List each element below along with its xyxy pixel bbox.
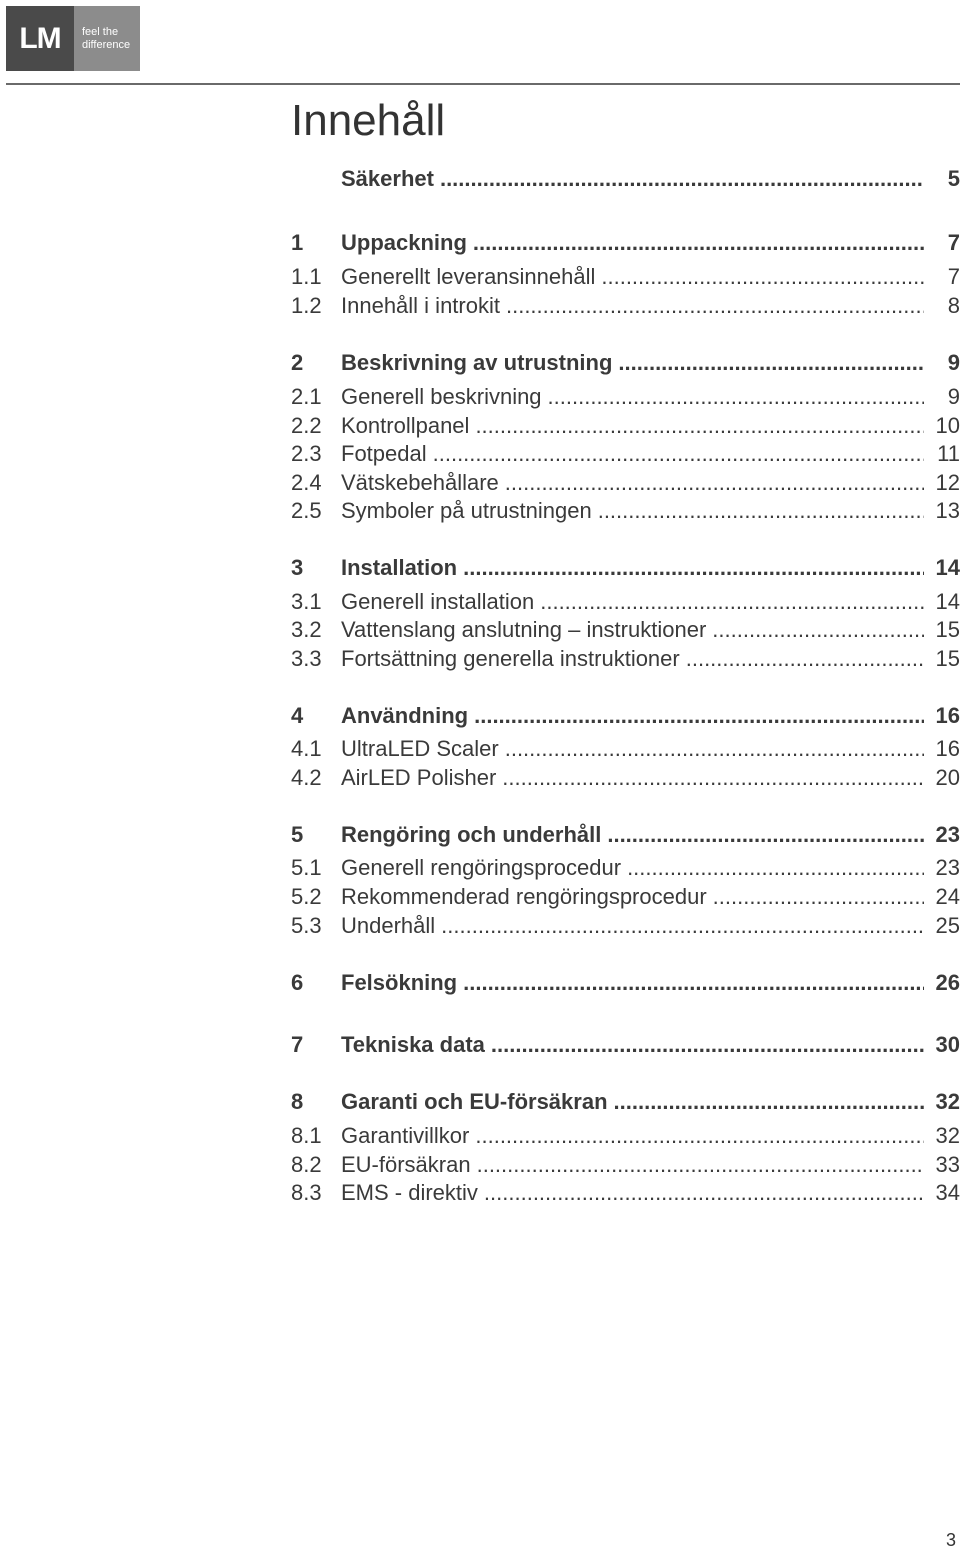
toc-dot-leader [540, 587, 924, 617]
toc-entry-page: 34 [935, 1180, 960, 1205]
toc-entry-page: 30 [935, 1032, 960, 1057]
toc-dot-leader [441, 911, 924, 941]
toc-entry-page: 12 [935, 470, 960, 495]
toc-entry[interactable] [291, 644, 960, 674]
toc-entry[interactable] [291, 1178, 960, 1208]
toc-entry-number: 2.5 [291, 498, 322, 523]
toc-entry[interactable] [291, 1087, 960, 1117]
toc-dot-leader [712, 615, 924, 645]
toc-entry-title: Rengöring och underhåll [341, 822, 602, 847]
toc-entry-title: Garanti och EU-försäkran [341, 1089, 608, 1114]
toc-entry-title: Tekniska data [341, 1032, 485, 1057]
toc-entry-page: 20 [935, 765, 960, 790]
toc-entry-page: 13 [935, 498, 960, 523]
toc-entry-title: Generell rengöringsprocedur [341, 855, 622, 880]
toc-entry[interactable] [291, 853, 960, 883]
toc-entry[interactable] [291, 291, 960, 321]
toc-dot-leader [463, 968, 924, 998]
toc-entry-number: 3.1 [291, 589, 322, 614]
toc-entry-title: Installation [341, 555, 458, 580]
toc-entry-number: 5.2 [291, 884, 322, 909]
toc-entry-number: 2.1 [291, 384, 322, 409]
toc-entry-page: 8 [947, 293, 960, 318]
toc-entry-number: 1.1 [291, 264, 322, 289]
toc-entry-number: 1.2 [291, 293, 322, 318]
toc-entry-number: 8.1 [291, 1123, 322, 1148]
toc-entry-number: 2.3 [291, 441, 322, 466]
toc-dot-leader [627, 853, 924, 883]
toc-dot-leader [433, 439, 924, 469]
toc-entry-page: 33 [935, 1152, 960, 1177]
toc-entry-page: 9 [947, 350, 960, 375]
toc-entry-number: 8.2 [291, 1152, 322, 1177]
toc-entry-title: Säkerhet [341, 166, 434, 191]
toc-entry[interactable] [291, 968, 960, 998]
toc-entry[interactable] [291, 348, 960, 378]
toc-dot-leader [475, 1121, 924, 1151]
toc-entry-title: Användning [341, 703, 469, 728]
toc-entry[interactable] [291, 734, 960, 764]
toc-entry-number: 3 [291, 555, 304, 580]
toc-dot-leader [491, 1030, 924, 1060]
toc-entry-number: 2 [291, 350, 304, 375]
toc-entry-number: 8.3 [291, 1180, 322, 1205]
logo-mark: LM [6, 6, 74, 71]
toc-entry-page: 5 [947, 166, 960, 191]
toc-entry-page: 15 [935, 646, 960, 671]
toc-dot-leader [474, 701, 924, 731]
toc-entry[interactable] [291, 553, 960, 583]
toc-entry-title: Generell installation [341, 589, 535, 614]
toc-entry-title: Kontrollpanel [341, 413, 470, 438]
toc-entry-title: Innehåll i introkit [341, 293, 500, 318]
toc-dot-leader [502, 763, 924, 793]
page-number: 3 [945, 1530, 956, 1550]
toc-entry[interactable] [291, 164, 960, 194]
toc-entry[interactable] [291, 411, 960, 441]
toc-dot-leader [505, 734, 924, 764]
toc-dot-leader [440, 164, 924, 194]
toc-entry[interactable] [291, 587, 960, 617]
toc-entry-title: Garantivillkor [341, 1123, 470, 1148]
toc-entry[interactable] [291, 382, 960, 412]
toc-dot-leader [484, 1178, 924, 1208]
toc-dot-leader [463, 553, 924, 583]
toc-entry[interactable] [291, 1030, 960, 1060]
toc-entry-title: Symboler på utrustningen [341, 498, 592, 523]
toc-entry-number: 8 [291, 1089, 304, 1114]
logo-tagline-line1: feel the [82, 25, 119, 38]
toc-entry-page: 10 [935, 413, 960, 438]
toc-entry-page: 16 [935, 736, 960, 761]
toc-entry-number: 5.1 [291, 855, 322, 880]
toc-entry-title: Rekommenderad rengöringsprocedur [341, 884, 707, 909]
toc-entry-page: 14 [935, 589, 960, 614]
toc-entry-page: 14 [935, 555, 960, 580]
toc-entry-number: 4.1 [291, 736, 322, 761]
toc-entry-page: 26 [935, 970, 960, 995]
toc-entry-page: 23 [935, 855, 960, 880]
toc-dot-leader [713, 882, 924, 912]
toc-entry[interactable] [291, 1150, 960, 1180]
toc-entry[interactable] [291, 820, 960, 850]
toc-entry-title: Vätskebehållare [341, 470, 499, 495]
toc-entry-page: 32 [935, 1123, 960, 1148]
toc-entry-number: 6 [291, 970, 304, 995]
toc-dot-leader [618, 348, 924, 378]
toc-entry-title: Vattenslang anslutning – instruktioner [341, 617, 707, 642]
toc-entry-number: 2.2 [291, 413, 322, 438]
toc-dot-leader [598, 496, 924, 526]
toc-entry[interactable] [291, 911, 960, 941]
toc-entry-title: AirLED Polisher [341, 765, 497, 790]
toc-entry-page: 7 [947, 230, 960, 255]
toc-entry-title: Fortsättning generella instruktioner [341, 646, 680, 671]
toc-entry[interactable] [291, 228, 960, 258]
toc-entry-number: 5 [291, 822, 304, 847]
toc-entry-number: 3.3 [291, 646, 322, 671]
toc-entry-title: Generell beskrivning [341, 384, 542, 409]
toc-entry-page: 15 [935, 617, 960, 642]
toc-entry-number: 3.2 [291, 617, 322, 642]
toc-dot-leader [506, 291, 924, 321]
logo-tagline-line2: difference [82, 38, 131, 51]
toc-entry-title: Fotpedal [341, 441, 427, 466]
toc-entry-page: 9 [947, 384, 960, 409]
page-title: Innehåll [291, 96, 446, 145]
toc-dot-leader [505, 468, 924, 498]
toc-dot-leader [548, 382, 924, 412]
toc-entry-title: Underhåll [341, 913, 436, 938]
toc-entry[interactable] [291, 763, 960, 793]
toc-entry-title: EU-försäkran [341, 1152, 471, 1177]
toc-entry-page: 23 [935, 822, 960, 847]
brand-logo [6, 6, 140, 71]
toc-entry-number: 1 [291, 230, 304, 255]
toc-entry-title: Uppackning [341, 230, 467, 255]
toc-entry-number: 4.2 [291, 765, 322, 790]
toc-dot-leader [607, 820, 924, 850]
toc-entry-page: 7 [947, 264, 960, 289]
toc-dot-leader [686, 644, 924, 674]
toc-entry[interactable] [291, 882, 960, 912]
toc-entry[interactable] [291, 1121, 960, 1151]
toc-entry-number: 5.3 [291, 913, 322, 938]
toc-entry-title: Beskrivning av utrustning [341, 350, 613, 375]
toc-dot-leader [614, 1087, 924, 1117]
toc-entry[interactable] [291, 262, 960, 292]
toc-entry-page: 32 [935, 1089, 960, 1114]
logo-tagline [74, 6, 140, 71]
toc-entry[interactable] [291, 496, 960, 526]
toc-entry-title: EMS - direktiv [341, 1180, 478, 1205]
toc-entry[interactable] [291, 439, 960, 469]
toc-entry-number: 7 [291, 1032, 304, 1057]
toc-entry-page: 16 [935, 703, 960, 728]
toc-entry-title: Felsökning [341, 970, 458, 995]
toc-dot-leader [473, 228, 924, 258]
toc-entry[interactable] [291, 468, 960, 498]
toc-entry-page: 24 [935, 884, 960, 909]
toc-entry-title: Generellt leveransinnehåll [341, 264, 596, 289]
toc-dot-leader [601, 262, 924, 292]
toc-entry-number: 2.4 [291, 470, 322, 495]
toc-entry-number: 4 [291, 703, 304, 728]
toc-entry-page: 11 [937, 441, 960, 466]
toc-entry[interactable] [291, 615, 960, 645]
toc-entry[interactable] [291, 701, 960, 731]
toc-dot-leader [475, 411, 924, 441]
toc-entry-title: UltraLED Scaler [341, 736, 499, 761]
toc-dot-leader [477, 1150, 924, 1180]
header-rule [6, 83, 960, 85]
toc-entry-page: 25 [935, 913, 960, 938]
